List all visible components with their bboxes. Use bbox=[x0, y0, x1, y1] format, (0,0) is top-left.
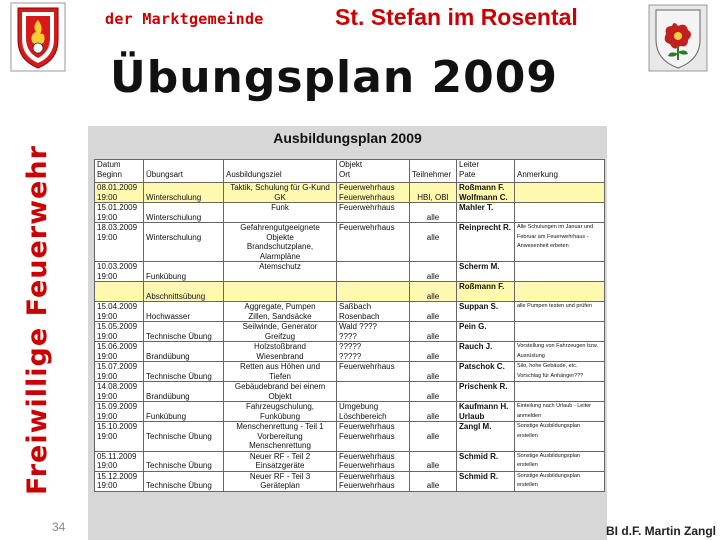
cell-participants: alle bbox=[410, 471, 457, 491]
cell-date: 15.07.2009 19:00 bbox=[95, 362, 144, 382]
municipal-coat-of-arms-icon bbox=[648, 4, 708, 72]
cell-participants: alle bbox=[410, 382, 457, 402]
cell-leader: Schmid R. bbox=[457, 451, 515, 471]
cell-participants: alle bbox=[410, 322, 457, 342]
cell-goal: Retten aus Höhen und Tiefen bbox=[224, 362, 337, 382]
training-schedule-table bbox=[94, 159, 605, 492]
cell-goal bbox=[224, 282, 337, 302]
cell-object: Feuerwehrhaus Feuerwehrhaus bbox=[337, 183, 410, 203]
cell-object: ????? ????? bbox=[337, 342, 410, 362]
cell-type: Technische Übung bbox=[144, 471, 224, 491]
cell-participants: alle bbox=[410, 262, 457, 282]
cell-leader: Patschok C. bbox=[457, 362, 515, 382]
cell-date: 15.10.2009 19:00 bbox=[95, 422, 144, 452]
cell-date: 15.09.2009 19:00 bbox=[95, 402, 144, 422]
cell-leader: Pein G. bbox=[457, 322, 515, 342]
cell-object: Feuerwehrhaus Feuerwehrhaus bbox=[337, 422, 410, 452]
fire-brigade-emblem-icon bbox=[10, 2, 66, 72]
column-header-object: Objekt Ort bbox=[337, 160, 410, 183]
cell-type: Brandübung bbox=[144, 342, 224, 362]
table-row bbox=[95, 282, 605, 302]
cell-type: Technische Übung bbox=[144, 362, 224, 382]
table-row bbox=[95, 183, 605, 203]
table-row bbox=[95, 451, 605, 471]
cell-date: 10.03.2009 19:00 bbox=[95, 262, 144, 282]
cell-note: Sonstige Ausbildungsplan erstellen bbox=[515, 422, 605, 452]
cell-type: Abschnittsübung bbox=[144, 282, 224, 302]
cell-object bbox=[337, 262, 410, 282]
cell-goal: Taktik, Schulung für G-Kund GK bbox=[224, 183, 337, 203]
table-row bbox=[95, 342, 605, 362]
cell-leader: Kaufmann H. Urlaub bbox=[457, 402, 515, 422]
cell-goal: Neuer RF - Teil 3 Geräteplan bbox=[224, 471, 337, 491]
cell-goal: Gefahrengutgeeignete Objekte Brandschutzplane, Alarmpläne bbox=[224, 223, 337, 262]
page-title: Übungsplan 2009 bbox=[110, 52, 558, 103]
table-row bbox=[95, 382, 605, 402]
cell-goal: Fahrzeugschulung, Funkübung bbox=[224, 402, 337, 422]
cell-goal: Neuer RF - Teil 2 Einsatzgeräte bbox=[224, 451, 337, 471]
cell-participants: alle bbox=[410, 203, 457, 223]
cell-object: Feuerwehrhaus bbox=[337, 362, 410, 382]
cell-date: 15.06.2009 19:00 bbox=[95, 342, 144, 362]
cell-leader: Rauch J. bbox=[457, 342, 515, 362]
cell-date: 15.01.2009 19:00 bbox=[95, 203, 144, 223]
cell-participants: HBI, OBI bbox=[410, 183, 457, 203]
cell-object: Feuerwehrhaus bbox=[337, 203, 410, 223]
cell-type: Winterschulung bbox=[144, 203, 224, 223]
cell-object: Wald ???? ???? bbox=[337, 322, 410, 342]
cell-object bbox=[337, 382, 410, 402]
column-header-leader: Leiter Pate bbox=[457, 160, 515, 183]
cell-participants: alle bbox=[410, 451, 457, 471]
table-row bbox=[95, 322, 605, 342]
cell-goal: Funk bbox=[224, 203, 337, 223]
column-header-goal: Ausbildungsziel bbox=[224, 160, 337, 183]
cell-leader: Prischenk R. bbox=[457, 382, 515, 402]
cell-type: Funkübung bbox=[144, 402, 224, 422]
cell-participants: alle bbox=[410, 362, 457, 382]
cell-object bbox=[337, 282, 410, 302]
cell-type: Technische Übung bbox=[144, 322, 224, 342]
cell-date: 14.08.2009 19:00 bbox=[95, 382, 144, 402]
town-name: St. Stefan im Rosental bbox=[335, 4, 578, 30]
cell-leader: Reinprecht R. bbox=[457, 223, 515, 262]
table-row bbox=[95, 302, 605, 322]
table-row bbox=[95, 203, 605, 223]
cell-object: Feuerwehrhaus bbox=[337, 223, 410, 262]
cell-object: Feuerwehrhaus Feuerwehrhaus bbox=[337, 451, 410, 471]
table-row bbox=[95, 471, 605, 491]
cell-goal: Aggregate, Pumpen Zillen, Sandsäcke bbox=[224, 302, 337, 322]
cell-note bbox=[515, 382, 605, 402]
header-prefix: der Marktgemeinde bbox=[105, 10, 264, 28]
cell-object: Saßbach Rosenbach bbox=[337, 302, 410, 322]
cell-note: Silo, hohe Gebäude, etc. Vorschlag für Anhänger??? bbox=[515, 362, 605, 382]
cell-participants: alle bbox=[410, 223, 457, 262]
cell-participants: alle bbox=[410, 402, 457, 422]
cell-participants: alle bbox=[410, 422, 457, 452]
table-row bbox=[95, 422, 605, 452]
cell-note bbox=[515, 282, 605, 302]
table-row bbox=[95, 262, 605, 282]
cell-date: 15.12.2009 19:00 bbox=[95, 471, 144, 491]
cell-leader: Roßmann F. bbox=[457, 282, 515, 302]
cell-note: Alle Schulungen im Januar und Februar am Feuerwehrhaus - Anwesenheit erbeten bbox=[515, 223, 605, 262]
cell-type: Technische Übung bbox=[144, 422, 224, 452]
cell-note: alle Pumpen testen und prüfen bbox=[515, 302, 605, 322]
cell-note bbox=[515, 183, 605, 203]
cell-leader: Zangl M. bbox=[457, 422, 515, 452]
cell-leader: Mahler T. bbox=[457, 203, 515, 223]
cell-goal: Menschenrettung - Teil 1 Vorbereitung Menschenrettung bbox=[224, 422, 337, 452]
cell-type: Brandübung bbox=[144, 382, 224, 402]
table-row bbox=[95, 402, 605, 422]
cell-date: 05.11.2009 19:00 bbox=[95, 451, 144, 471]
table-row bbox=[95, 362, 605, 382]
cell-object: Feuerwehrhaus Feuerwehrhaus bbox=[337, 471, 410, 491]
cell-note: Sonstige Ausbildungsplan erstellen bbox=[515, 451, 605, 471]
vertical-organization-label: Freiwillige Feuerwehr bbox=[22, 145, 53, 495]
cell-date: 08.01.2009 19:00 bbox=[95, 183, 144, 203]
cell-date: 15.05.2009 19:00 bbox=[95, 322, 144, 342]
cell-type: Winterschulung bbox=[144, 183, 224, 203]
cell-note: Sonstige Ausbildungsplan erstellen bbox=[515, 471, 605, 491]
cell-note: Einteilung nach Urlaub - Leiter anmelden bbox=[515, 402, 605, 422]
cell-leader: Roßmann F. Wolfmann C. bbox=[457, 183, 515, 203]
cell-leader: Suppan S. bbox=[457, 302, 515, 322]
cell-date bbox=[95, 282, 144, 302]
cell-note bbox=[515, 262, 605, 282]
document-image bbox=[88, 126, 607, 540]
cell-leader: Schmid R. bbox=[457, 471, 515, 491]
cell-date: 18.03.2009 19:00 bbox=[95, 223, 144, 262]
cell-leader: Scherm M. bbox=[457, 262, 515, 282]
column-header-note: Anmerkung bbox=[515, 160, 605, 183]
cell-participants: alle bbox=[410, 302, 457, 322]
cell-type: Funkübung bbox=[144, 262, 224, 282]
footer-author: BI d.F. Martin Zangl bbox=[606, 524, 716, 538]
cell-goal: Atemschutz bbox=[224, 262, 337, 282]
cell-goal: Seilwinde, Generator Greifzug bbox=[224, 322, 337, 342]
document-title: Ausbildungsplan 2009 bbox=[273, 130, 422, 146]
cell-participants: alle bbox=[410, 342, 457, 362]
table-row bbox=[95, 223, 605, 262]
cell-note bbox=[515, 203, 605, 223]
cell-goal: Holzstoßbrand Wiesenbrand bbox=[224, 342, 337, 362]
cell-date: 15.04.2009 19:00 bbox=[95, 302, 144, 322]
cell-note: Vorstellung von Fahrzeugen bzw. Ausrüstung bbox=[515, 342, 605, 362]
cell-type: Winterschulung bbox=[144, 223, 224, 262]
page-number: 34 bbox=[52, 520, 66, 534]
cell-type: Hochwasser bbox=[144, 302, 224, 322]
cell-note bbox=[515, 322, 605, 342]
column-header-date: Datum Beginn bbox=[95, 160, 144, 183]
cell-goal: Gebäudebrand bei einem Objekt bbox=[224, 382, 337, 402]
column-header-type: Übungsart bbox=[144, 160, 224, 183]
cell-participants: alle bbox=[410, 282, 457, 302]
column-header-participants: Teilnehmer bbox=[410, 160, 457, 183]
cell-object: Umgebung Löschbereich bbox=[337, 402, 410, 422]
cell-type: Technische Übung bbox=[144, 451, 224, 471]
table-header-row bbox=[95, 160, 605, 183]
